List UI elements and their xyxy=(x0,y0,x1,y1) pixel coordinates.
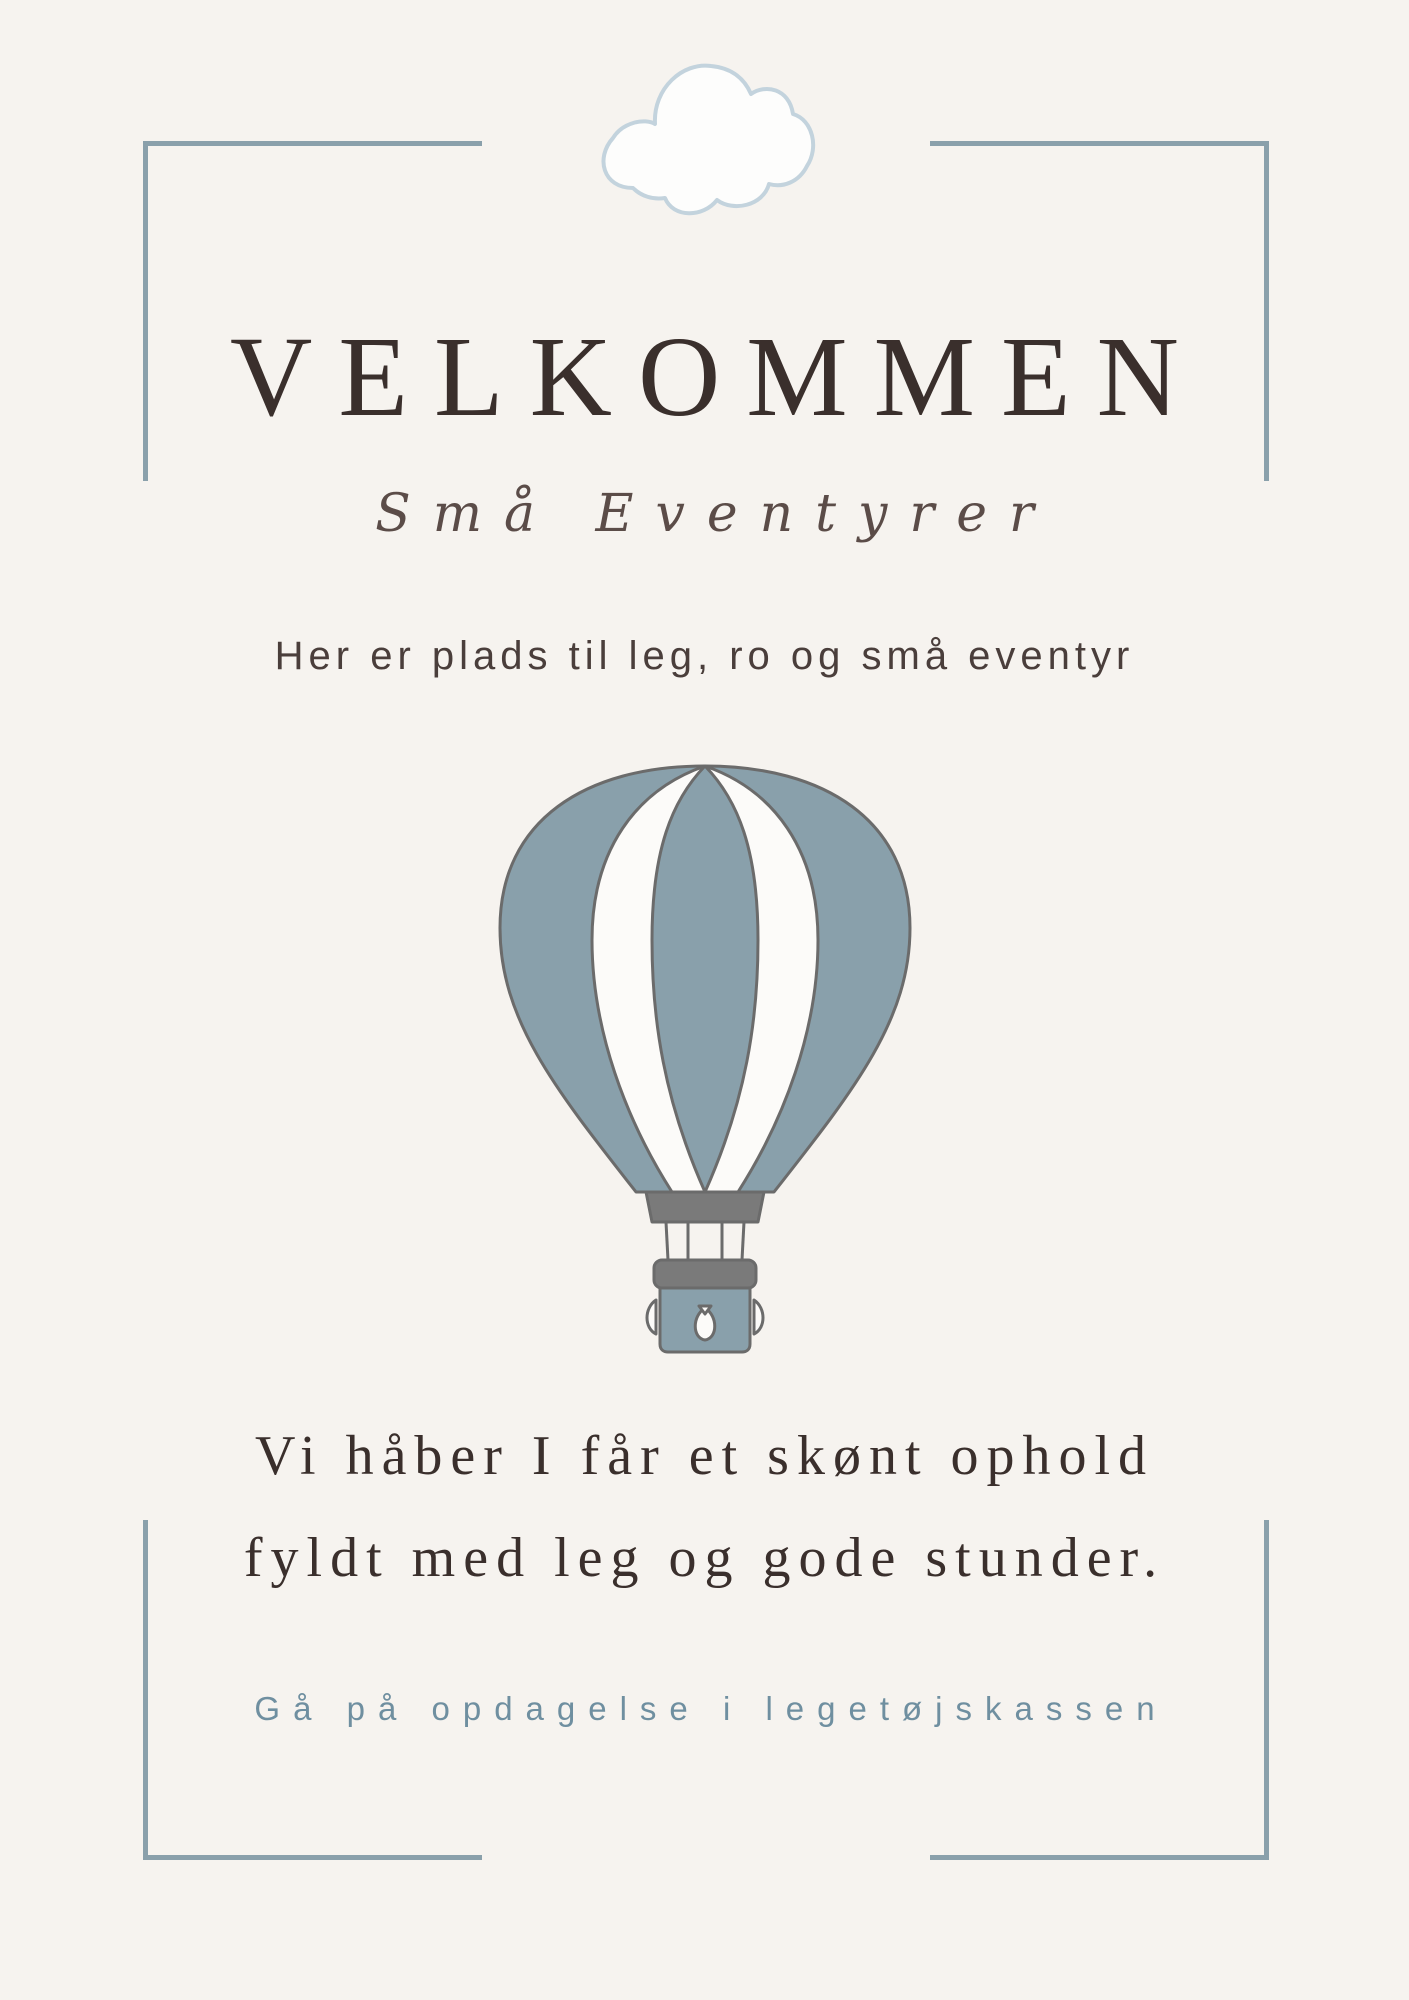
footer-text: Gå på opdagelse i legetøjskassen xyxy=(254,1690,1168,1727)
frame-top-right-horizontal xyxy=(930,141,1269,146)
welcome-message-line-2: fyldt med leg og gode stunder. xyxy=(243,1527,1166,1589)
welcome-message-line-1: Vi håber I får et skønt ophold xyxy=(254,1425,1155,1487)
frame-top-left-horizontal xyxy=(143,141,482,146)
hot-air-balloon-icon xyxy=(496,760,914,1356)
frame-bottom-left-horizontal xyxy=(143,1855,482,1860)
tagline: Her er plads til leg, ro og små eventyr xyxy=(274,634,1135,678)
frame-bottom-right-horizontal xyxy=(930,1855,1269,1860)
page-title: VELKOMMEN xyxy=(230,313,1205,440)
welcome-message xyxy=(0,1405,1409,1609)
subtitle: Små Eventyrer xyxy=(375,484,1056,544)
cloud-icon xyxy=(593,58,818,226)
